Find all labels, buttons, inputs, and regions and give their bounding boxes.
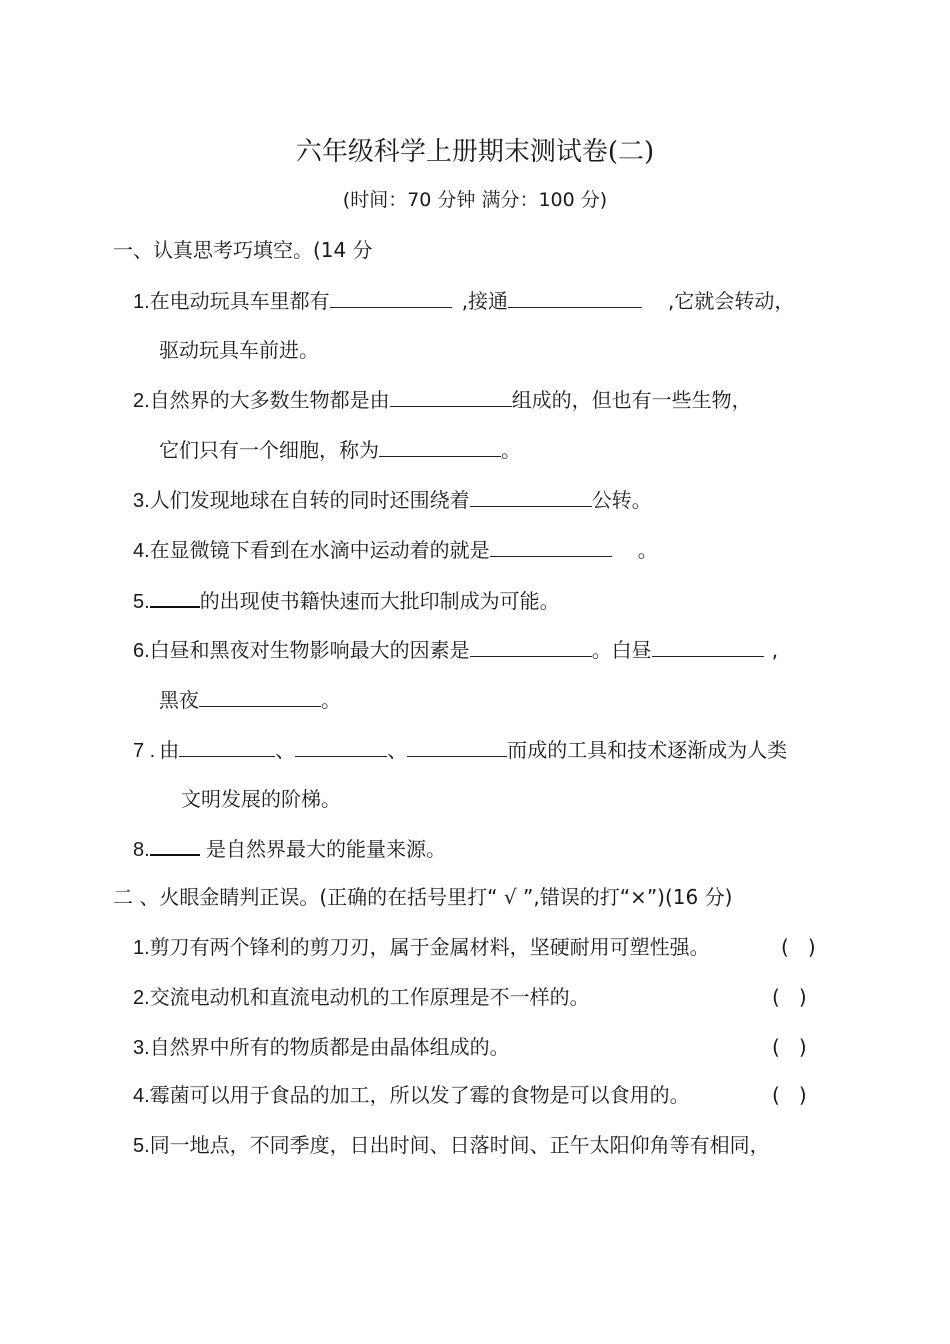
answer-paren[interactable]: ( ) [772,1035,807,1059]
answer-blank[interactable] [199,684,321,707]
question-1-cont: 驱动玩具车前进。 [159,338,319,362]
answer-blank[interactable] [150,584,200,608]
exam-subtitle: (时间：70 分钟 满分：100 分) [342,189,608,211]
question-2: 2.自然界的大多数生物都是由 组成的，但也有一些生物， [133,384,752,416]
answer-paren[interactable]: ( ) [772,1083,807,1107]
answer-blank[interactable] [179,734,275,757]
judgement-item-1: 1.剪刀有两个锋利的剪刀刃，属于金属材料，坚硬耐用可塑性强。 [133,935,710,959]
question-7: 7 . 由 、 、 而成的工具和技术逐渐成为人类 [133,734,787,766]
answer-blank[interactable] [490,534,612,557]
question-3: 3.人们发现地球在自转的同时还围绕着 公转。 [133,484,652,516]
answer-blank[interactable] [330,285,452,308]
judgement-item-2: 2.交流电动机和直流电动机的工作原理是不一样的。 [133,985,590,1009]
question-8: 8. 是自然界最大的能量来源。 [133,832,446,865]
answer-blank[interactable] [470,634,592,657]
answer-blank[interactable] [470,484,592,507]
question-1: 1.在电动玩具车里都有 ,接通 ,它就会转动， [133,285,794,317]
answer-blank[interactable] [150,832,200,856]
question-4: 4.在显微镜下看到在水滴中运动着的就是 。 [133,534,658,566]
section1-heading: 一、认真思考巧填空。(14 分 [113,238,373,262]
question-6-cont: 黑夜 。 [159,684,341,715]
judgement-item-5: 5.同一地点，不同季度，日出时间、日落时间、正午太阳仰角等有相同， [133,1133,770,1157]
judgement-item-3: 3.自然界中所有的物质都是由晶体组成的。 [133,1035,510,1059]
judgement-item-4: 4.霉菌可以用于食品的加工，所以发了霉的食物是可以食用的。 [133,1083,690,1107]
answer-blank[interactable] [508,285,642,308]
answer-blank[interactable] [652,634,764,657]
exam-title: 六年级科学上册期末测试卷(二) [295,137,655,167]
answer-blank[interactable] [295,734,387,757]
question-7-cont: 文明发展的阶梯。 [181,787,341,811]
answer-blank[interactable] [390,384,512,407]
question-5: 5. 的出现使书籍快速而大批印制成为可能。 [133,584,560,617]
answer-paren[interactable]: ( ) [781,935,816,959]
section2-heading: 二 、火眼金睛判正误。(正确的在括号里打“ √ ”,错误的打“×”)(16 分) [113,885,733,909]
answer-blank[interactable] [407,734,507,757]
answer-paren[interactable]: ( ) [772,985,807,1009]
answer-blank[interactable] [379,434,501,457]
question-6: 6.白昼和黑夜对生物影响最大的因素是 。白昼 , [133,634,778,666]
question-2-cont: 它们只有一个细胞，称为 。 [159,434,521,465]
